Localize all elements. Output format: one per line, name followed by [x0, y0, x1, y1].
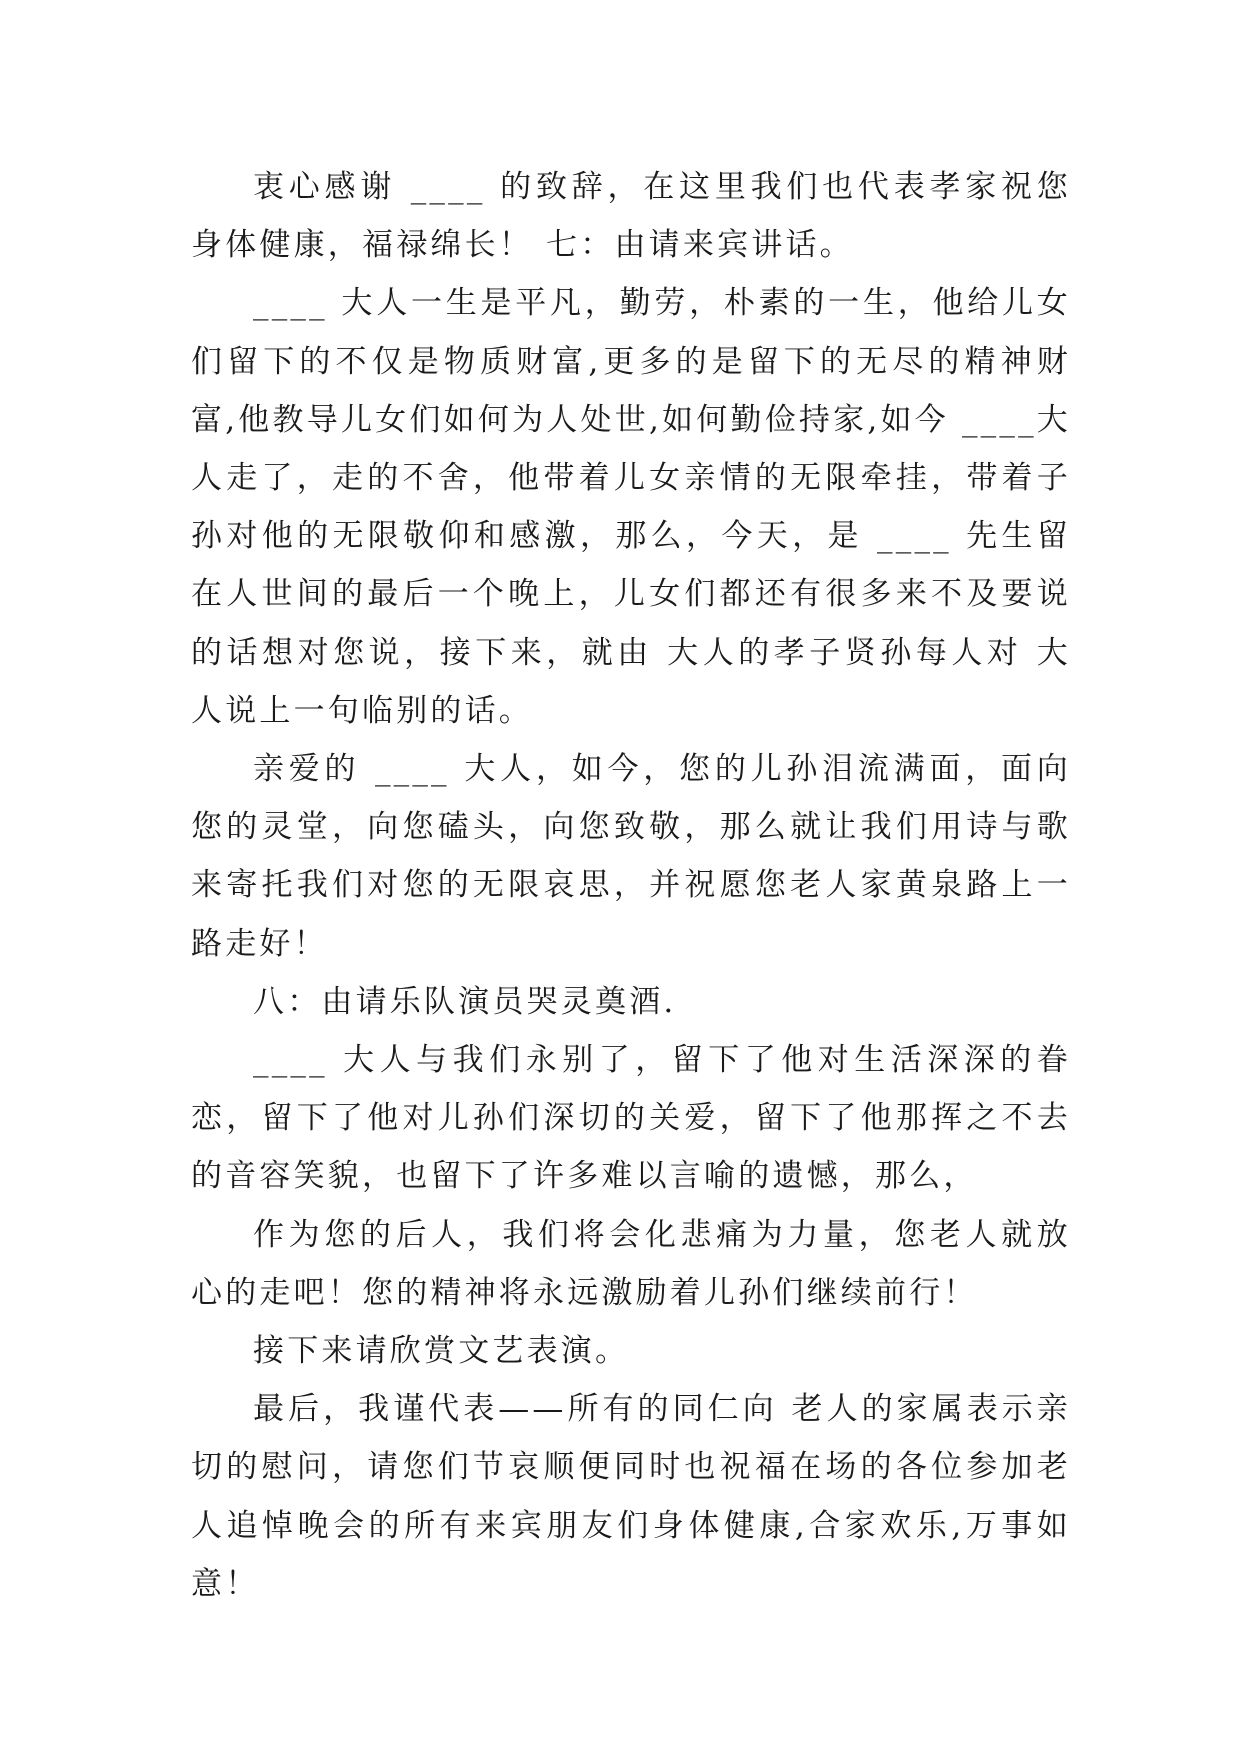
- paragraph-section-eight: 八：由请乐队演员哭灵奠酒.: [253, 983, 677, 1020]
- paragraph-closing: 最后，我谨代表——所有的同仁向 老人的家属表示亲切的慰问，请您们节哀顺便同时也祝福在场的各位参加老人追悼晚会的所有来宾朋友们身体健康,合家欢乐,万事如意！: [191, 1391, 1071, 1602]
- paragraph-descendants: 作为您的后人，我们将会化悲痛为力量，您老人就放心的走吧！您的精神将永远激励着儿孙们继续前行！: [191, 1216, 1071, 1311]
- paragraph-eternal-parting: ____ 大人与我们永别了，留下了他对生活深深的眷恋，留下了他对儿孙们深切的关爱，留下了他那挥之不去的音容笑貌，也留下了许多难以言喻的遗憾，那么，: [191, 1042, 1071, 1195]
- paragraph-thanks: 衷心感谢 ____ 的致辞，在这里我们也代表孝家祝您身体健康，福禄绵长！ 七：由请来宾讲话。: [191, 169, 1071, 264]
- paragraph-farewell: 亲爱的 ____ 大人，如今，您的儿孙泪流满面，面向您的灵堂，向您磕头，向您致敬，那么就让我们用诗与歌来寄托我们对您的无限哀思，并祝愿您老人家黄泉路上一路走好！: [191, 751, 1071, 962]
- paragraph-life-tribute: ____ 大人一生是平凡，勤劳，朴素的一生，他给儿女们留下的不仅是物质财富,更多的是留下的无尽的精神财富,他教导儿女们如何为人处世,如何勤俭持家,如今 ____大人走了，走的不舍，他带着儿女亲情的无限牵挂，带着子孙对他的无限敬仰和感激，那么，今天，是 ____ 先生留在人世间的最后一个晚上，儿女们都还有很多来不及要说的话想对您说，接下来，就由 大人的孝子贤孙每人对 大人说上一句临别的话。: [191, 285, 1071, 729]
- paragraph-performance: 接下来请欣赏文艺表演。: [253, 1333, 630, 1370]
- document-body: [191, 158, 1071, 1613]
